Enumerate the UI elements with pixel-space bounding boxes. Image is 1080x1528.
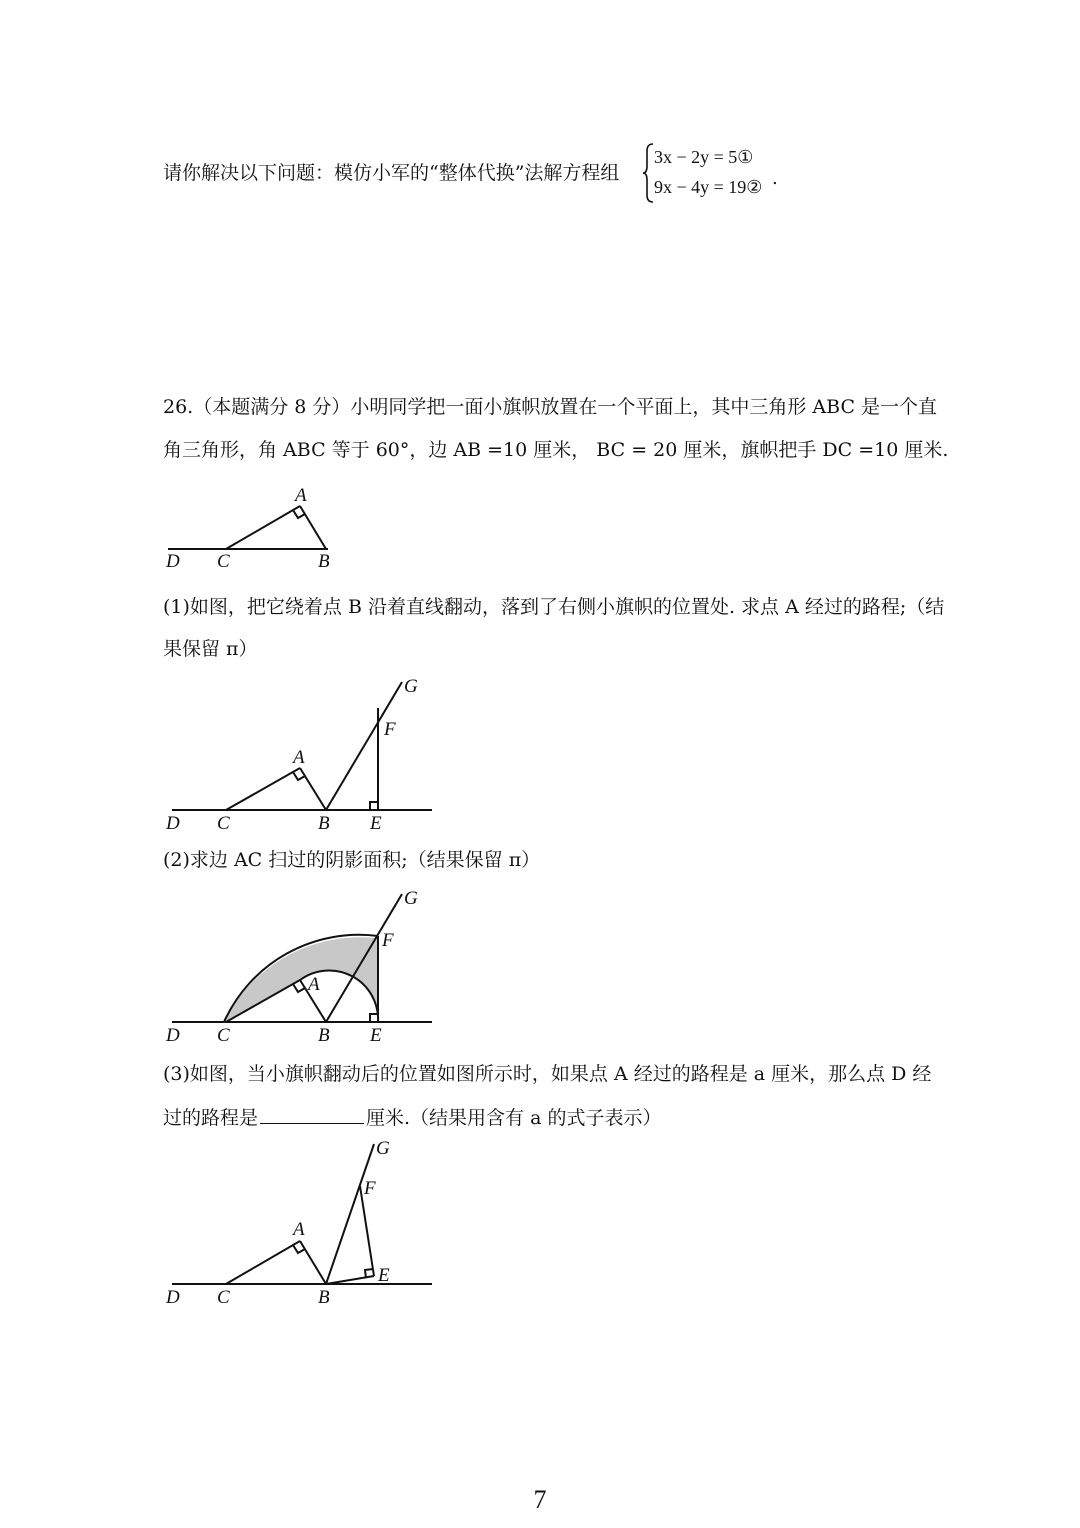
figure-shaded-area [160,884,450,1049]
equation-end-mark: . [772,168,778,189]
fig4-label-D: D [166,1287,180,1308]
fig1-label-B: B [318,551,330,572]
fig3-label-G: G [404,888,418,909]
fig1-label-C: C [217,551,230,572]
fig4-label-B: B [318,1287,330,1308]
fig3-label-F: F [382,930,394,951]
part3-line-2-before: 过的路程是 [163,1107,259,1129]
figure-flag [160,480,360,575]
part3-line-1: (3)如图，当小旗帜翻动后的位置如图所示时，如果点 A 经过的路程是 a 厘米，那么点 D 经 [163,1063,932,1085]
fig2-label-A: A [293,747,305,768]
equation-system [642,142,782,204]
fig4-label-G: G [376,1138,390,1159]
problem-line-2: 角三角形，角 ABC 等于 60°，边 AB =10 厘米， BC = 20 厘米，旗帜把手 DC =10 厘米. [163,439,949,461]
problem-line-1: 26.（本题满分 8 分）小明同学把一面小旗帜放置在一个平面上，其中三角形 ABC 是一个直 [163,396,938,418]
part3-line-2 [163,1107,661,1128]
equation-2: 9x − 4y = 19② [654,177,763,197]
part1-line-1: (1)如图，把它绕着点 B 沿着直线翻动，落到了右侧小旗帜的位置处. 求点 A 经过的路程;（结 [163,596,945,618]
fig2-label-C: C [217,813,230,834]
fig1-label-D: D [166,551,180,572]
fig1-label-A: A [295,485,307,506]
fig3-label-C: C [217,1025,230,1046]
fig4-label-E: E [378,1265,390,1286]
fig2-label-B: B [318,813,330,834]
fig2-label-D: D [166,813,180,834]
equation-1: 3x − 2y = 5① [654,147,754,167]
fig2-label-G: G [404,676,418,697]
fig3-label-E: E [370,1025,382,1046]
page-number: 7 [533,1485,547,1514]
fig2-label-F: F [384,719,396,740]
fig3-label-A: A [308,974,320,995]
figure-tilted-flag [160,1136,450,1306]
fig3-label-B: B [318,1025,330,1046]
part2-line-1: (2)求边 AC 扫过的阴影面积;（结果保留 π） [163,849,541,871]
fig2-label-E: E [370,813,382,834]
part3-line-2-after: 厘米.（结果用含有 a 的式子表示） [366,1107,662,1129]
intro-text: 请你解决以下问题：模仿小军的“整体代换”法解方程组 [163,162,620,184]
figure-rotation [160,672,450,837]
fig4-label-A: A [293,1219,305,1240]
part1-line-2: 果保留 π） [163,638,258,660]
fig3-label-D: D [166,1025,180,1046]
answer-blank[interactable] [260,1107,364,1124]
fig4-label-F: F [364,1178,376,1199]
fig4-label-C: C [217,1287,230,1308]
